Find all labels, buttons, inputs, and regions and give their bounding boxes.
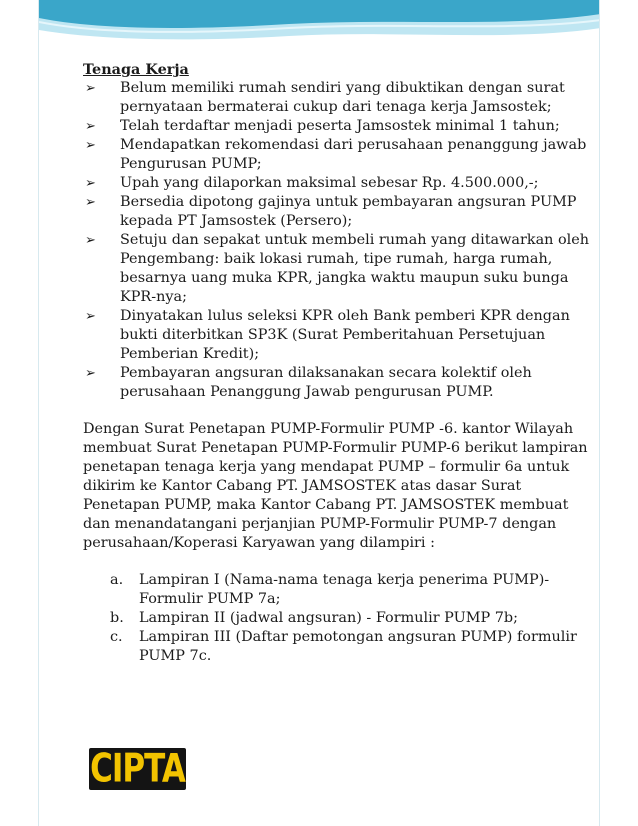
attachment-text: Lampiran I (Nama-nama tenaga kerja penerima PUMP)- Formulir PUMP 7a; — [139, 572, 550, 607]
requirement-item — [83, 136, 591, 174]
requirement-text: Pembayaran angsuran dilaksanakan secara kolektif oleh perusahaan Penanggung Jawab pengurusan PUMP. — [120, 365, 532, 400]
requirement-text: Dinyatakan lulus seleksi KPR oleh Bank pemberi KPR dengan bukti diterbitkan SP3K (Surat Pemberitahuan Persetujuan Pemberian Kredit); — [120, 308, 570, 362]
arrow-bullet-icon: ➢ — [85, 309, 96, 324]
requirement-item — [83, 307, 591, 364]
requirement-text: Belum memiliki rumah sendiri yang dibuktikan dengan surat pernyataan bermaterai cukup dari tenaga kerja Jamsostek; — [120, 80, 565, 115]
requirements-list — [83, 79, 591, 402]
requirement-text: Setuju dan sepakat untuk membeli rumah yang ditawarkan oleh Pengembang: baik lokasi rumah, tipe rumah, harga rumah, besarnya uang muka KPR, jangka waktu maupun suku bunga KPR-nya; — [120, 232, 590, 305]
requirement-text: Telah terdaftar menjadi peserta Jamsostek minimal 1 tahun; — [120, 118, 560, 134]
section-heading: Tenaga Kerja — [83, 61, 189, 78]
attachment-text: Lampiran II (jadwal angsuran) - Formulir PUMP 7b; — [139, 610, 518, 626]
requirement-item — [83, 364, 591, 402]
requirement-item — [83, 174, 591, 193]
arrow-bullet-icon: ➢ — [85, 233, 96, 248]
requirement-text: Mendapatkan rekomendasi dari perusahaan penanggung jawab Pengurusan PUMP; — [120, 137, 587, 172]
slide-page — [38, 0, 600, 826]
attachment-text: Lampiran III (Daftar pemotongan angsuran PUMP) formulir PUMP 7c. — [139, 629, 577, 664]
attachment-marker: a. — [110, 572, 124, 588]
arrow-bullet-icon: ➢ — [85, 119, 96, 134]
requirement-item — [83, 193, 591, 231]
arrow-bullet-icon: ➢ — [85, 81, 96, 96]
attachment-item — [83, 571, 591, 609]
document-body — [83, 60, 591, 666]
cipta-logo — [89, 748, 186, 790]
attachment-marker: b. — [110, 610, 124, 626]
requirement-item — [83, 79, 591, 117]
arrow-bullet-icon: ➢ — [85, 176, 96, 191]
attachments-list — [83, 571, 591, 666]
body-paragraph: Dengan Surat Penetapan PUMP-Formulir PUMP -6. kantor Wilayah membuat Surat Penetapan PUMP-Formulir PUMP-6 berikut lampiran penetapan tenaga kerja yang mendapat PUMP – formulir 6a untuk dikirim ke Kantor Cabang PT. JAMSOSTEK atas dasar Surat Penetapan PUMP, maka Kantor Cabang PT. JAMSOSTEK membuat dan menandatangani perjanjian PUMP-Formulir PUMP-7 dengan perusahaan/Koperasi Karyawan yang dilampiri : — [83, 421, 588, 551]
arrow-bullet-icon: ➢ — [85, 195, 96, 210]
requirement-text: Bersedia dipotong gajinya untuk pembayaran angsuran PUMP kepada PT Jamsostek (Persero); — [120, 194, 577, 229]
logo-text: CIPTA — [90, 746, 185, 792]
attachment-item — [83, 628, 591, 666]
requirement-text: Upah yang dilaporkan maksimal sebesar Rp. 4.500.000,-; — [120, 175, 539, 191]
requirement-item — [83, 231, 591, 307]
attachment-marker: c. — [110, 629, 123, 645]
arrow-bullet-icon: ➢ — [85, 138, 96, 153]
requirement-item — [83, 117, 591, 136]
arrow-bullet-icon: ➢ — [85, 366, 96, 381]
attachment-item — [83, 609, 591, 628]
